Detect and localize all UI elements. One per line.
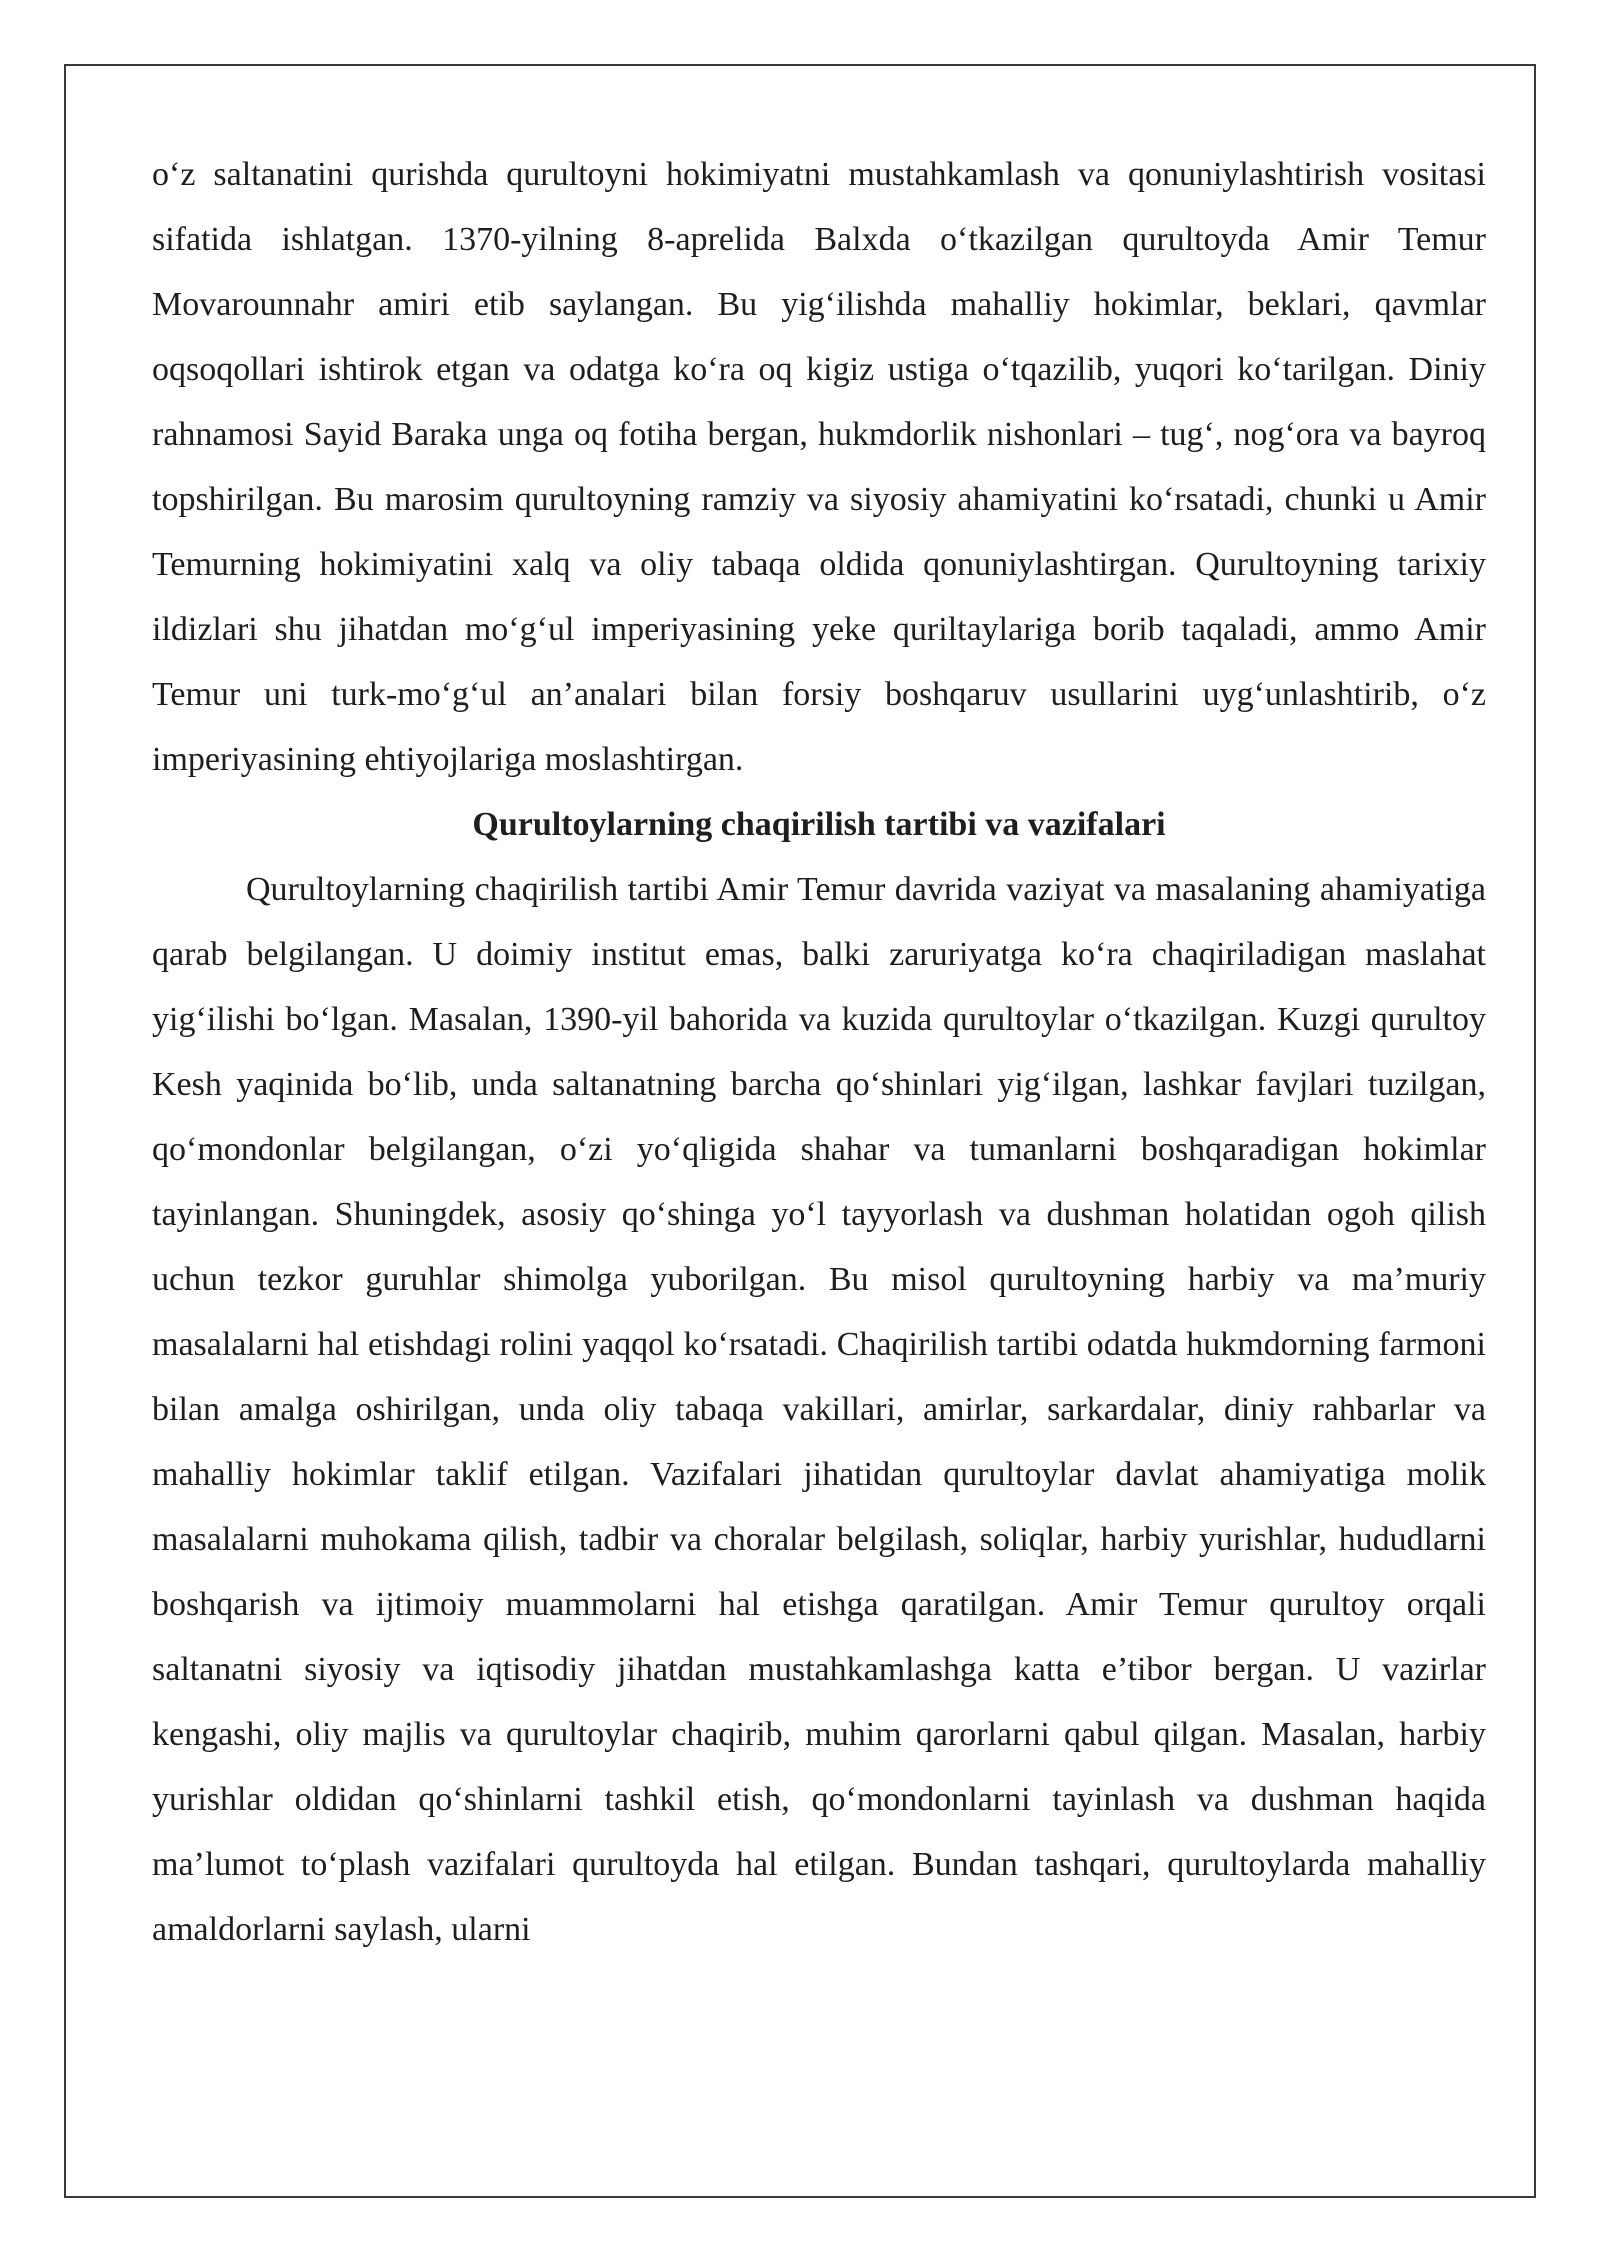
body-paragraph: o‘z saltanatini qurishda qurultoyni hokimiyatni mustahkamlash va qonuniylashtirish vositasi sifatida ishlatgan. 1370-yilning 8-aprelida Balxda o‘tkazilgan qurultoyda Amir Temur Movarounnahr amiri etib saylangan. Bu yig‘ilishda mahalliy hokimlar, beklari, qavmlar oqsoqollari ishtirok etgan va odatga ko‘ra oq kigiz ustiga o‘tqazilib, yuqori ko‘tarilgan. Diniy rahnamosi Sayid Baraka unga oq fotiha bergan, hukmdorlik nishonlari – tug‘, nog‘ora va bayroq topshirilgan. Bu marosim qurultoyning ramziy va siyosiy ahamiyatini ko‘rsatadi, chunki u Amir Temurning hokimiyatini xalq va oliy tabaqa oldida qonuniylashtirgan. Qurultoyning tarixiy ildizlari shu jihatdan mo‘g‘ul imperiyasining yeke quriltaylariga borib taqaladi, ammo Amir Temur uni turk-mo‘g‘ul an’analari bilan forsiy boshqaruv usullarini uyg‘unlashtirib, o‘z imperiyasining ehtiyojlariga moslashtirgan. <box>152 156 1486 778</box>
body-paragraph: Qurultoylarning chaqirilish tartibi Amir Temur davrida vaziyat va masalaning ahamiyatiga qarab belgilangan. U doimiy institut emas, balki zaruriyatga ko‘ra chaqiriladigan maslahat yig‘ilishi bo‘lgan. Masalan, 1390-yil bahorida va kuzida qurultoylar o‘tkazilgan. Kuzgi qurultoy Kesh yaqinida bo‘lib, unda saltanatning barcha qo‘shinlari yig‘ilgan, lashkar favjlari tuzilgan, qo‘mondonlar belgilangan, o‘zi yo‘qligida shahar va tumanlarni boshqaradigan hokimlar tayinlangan. Shuningdek, asosiy qo‘shinga yo‘l tayyorlash va dushman holatidan ogoh qilish uchun tezkor guruhlar shimolga yuborilgan. Bu misol qurultoyning harbiy va ma’muriy masalalarni hal etishdagi rolini yaqqol ko‘rsatadi. Chaqirilish tartibi odatda hukmdorning farmoni bilan amalga oshirilgan, unda oliy tabaqa vakillari, amirlar, sarkardalar, diniy rahbarlar va mahalliy hokimlar taklif etilgan. Vazifalari jihatidan qurultoylar davlat ahamiyatiga molik masalalarni muhokama qilish, tadbir va choralar belgilash, soliqlar, harbiy yurishlar, hududlarni boshqarish va ijtimoiy muammolarni hal etishga qaratilgan. Amir Temur qurultoy orqali saltanatni siyosiy va iqtisodiy jihatdan mustahkamlashga katta e’tibor bergan. U vazirlar kengashi, oliy majlis va qurultoylar chaqirib, muhim qarorlarni qabul qilgan. Masalan, harbiy yurishlar oldidan qo‘shinlarni tashkil etish, qo‘mondonlarni tayinlash va dushman haqida ma’lumot to‘plash vazifalari qurultoyda hal etilgan. Bundan tashqari, qurultoylarda mahalliy amaldorlarni saylash, ularni <box>152 871 1486 1948</box>
document-body <box>152 142 1486 1962</box>
section-heading: Qurultoylarning chaqirilish tartibi va vazifalari <box>472 806 1166 843</box>
